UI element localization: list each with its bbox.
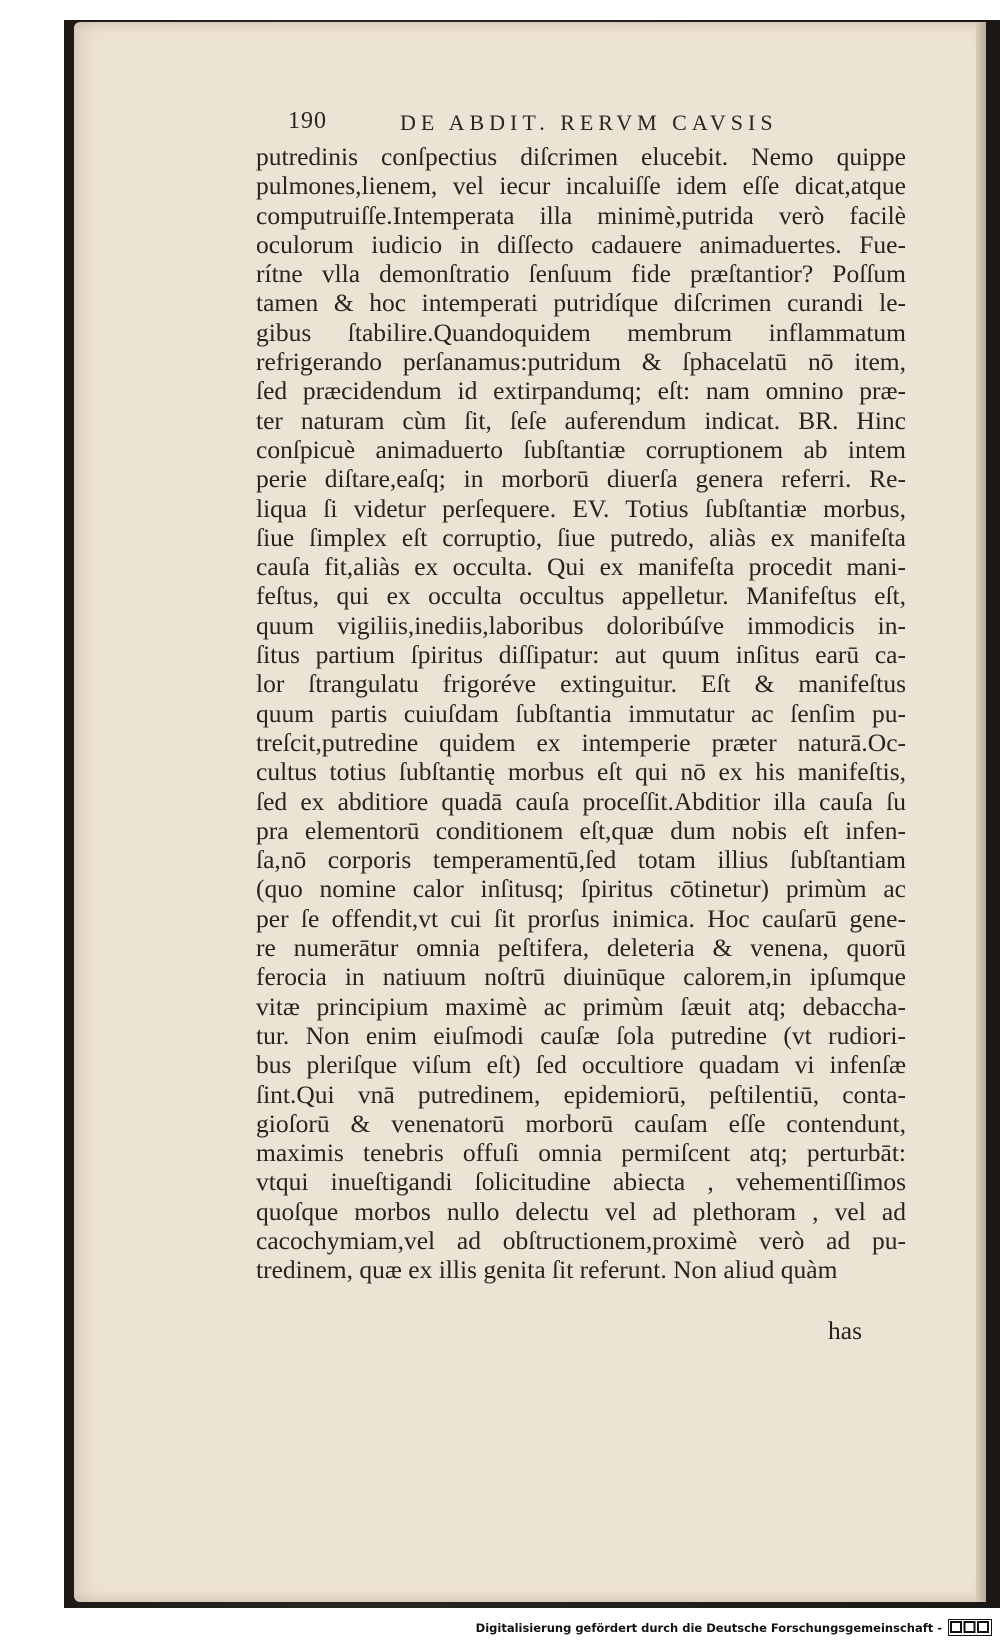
dfg-logo-mark (949, 1620, 990, 1634)
running-head (288, 108, 848, 142)
text-line: pra elementorū conditionem eſt,quæ dum nobis eſt infen- (256, 815, 906, 845)
text-line: perie diſtare,eaſq; in morborū diuerſa genera referri. Re- (256, 464, 906, 494)
text-line: feſtus, qui ex occulta occultus appelletur. Manifeſtus eſt, (256, 581, 906, 611)
running-title: DE ABDIT. RERVM CAVSIS (400, 110, 778, 135)
text-line: putredinis conſpectius diſcrimen elucebit. Nemo quippe (256, 142, 906, 171)
dfg-logo (948, 1619, 992, 1636)
text-line: vtqui inueſtigandi ſolicitudine abiecta , vehementiſſimos (256, 1167, 906, 1197)
text-line: liqua ſi videtur perſequere. EV. Totius ſubſtantiæ morbus, (256, 493, 906, 523)
body-text (256, 142, 906, 1285)
text-line: lor ſtrangulatu frigoréve extinguitur. Eſt & manifeſtus (256, 669, 906, 699)
text-line: quum vigiliis,inediis,laboribus doloribúſve immodicis in- (256, 610, 906, 640)
text-line: ſint.Qui vnā putredinem, epidemiorū, peſtilentiū, conta- (256, 1079, 906, 1109)
text-line: treſcit,putredine quidem ex intemperie præter naturā.Oc- (256, 727, 906, 757)
text-line: quum partis cuiuſdam ſubſtantia immutatur ac ſenſim pu- (256, 698, 906, 728)
text-line: ferocia in natiuum noſtrū diuinūque calorem,in ipſumque (256, 962, 906, 992)
text-line: ſa,nō corporis temperamentū,ſed totam illius ſubſtantiam (256, 845, 906, 875)
text-line: cultus totius ſubſtantię morbus eſt qui nō ex his manifeſtis, (256, 757, 906, 787)
text-line: ſitus partium ſpiritus diſſipatur: aut quum inſitus earū ca- (256, 640, 906, 670)
catchword: has (828, 1316, 862, 1345)
text-line: tamen & hoc intemperati putridíque diſcrimen curandi le- (256, 288, 906, 318)
text-line: re numerātur omnia peſtifera, deleteria & venena, quorū (256, 933, 906, 963)
text-line: (quo nomine calor inſitusq; ſpiritus cōtinetur) primùm ac (256, 874, 906, 904)
text-line: bus pleriſque viſum eſt) ſed occultiore quadam vi infenſæ (256, 1050, 906, 1080)
text-line: tredinem, quæ ex illis genita ſit referunt. Non aliud quàm (256, 1255, 838, 1285)
digitization-footer (0, 1609, 1000, 1643)
text-line: maximis tenebris offuſi omnia permiſcent atq; perturbāt: (256, 1138, 906, 1168)
text-line: ſed præcidendum id extirpandumq; eſt: nam omnino præ- (256, 376, 906, 406)
text-line: pulmones,lienem, vel iecur incaluiſſe idem eſſe dicat,atque (256, 171, 906, 201)
text-line: gioſorū & venenatorū morborū cauſam eſſe contendunt, (256, 1108, 906, 1138)
text-line: quoſque morbos nullo delectu vel ad plethoram , vel ad (256, 1196, 906, 1226)
text-line: rítne vlla demonſtratio ſenſuum fide præſtantior? Poſſum (256, 259, 906, 289)
text-line: cacochymiam,vel ad obſtructionem,proximè verò ad pu- (256, 1225, 906, 1255)
text-line: oculorum iudicio in diſſecto cadauere animaduertes. Fue- (256, 229, 906, 259)
footer-credit: Digitalisierung gefördert durch die Deutsche Forschungsgemeinschaft - (475, 1621, 942, 1635)
text-line: tur. Non enim eiuſmodi cauſæ ſola putredine (vt rudiori- (256, 1020, 906, 1050)
text-line: cauſa fit,aliàs ex occulta. Qui ex manifeſta procedit mani- (256, 552, 906, 582)
page-number: 190 (288, 108, 327, 134)
text-line: gibus ſtabilire.Quandoquidem membrum inflammatum (256, 317, 906, 347)
text-line: vitæ principium maximè ac primùm ſæuit atq; debaccha- (256, 991, 906, 1021)
text-line: refrigerando perſanamus:putridum & ſphacelatū nō item, (256, 347, 906, 377)
text-line: ſed ex abditiore quadā cauſa proceſſit.Abditior illa cauſa ſu (256, 786, 906, 816)
text-line: ſiue ſimplex eſt corruptio, ſiue putredo, aliàs ex manifeſta (256, 522, 906, 552)
text-line: per ſe offendit,vt cui ſit prorſus inimica. Hoc cauſarū gene- (256, 903, 906, 933)
text-line: computruiſſe.Intemperata illa minimè,putrida verò facilè (256, 200, 906, 230)
text-line: conſpicuè animaduerto ſubſtantiæ corruptionem ab intem (256, 434, 906, 464)
text-line: ter naturam cùm ſit, ſeſe auferendum indicat. BR. Hinc (256, 405, 906, 435)
page-edge (976, 22, 986, 1602)
